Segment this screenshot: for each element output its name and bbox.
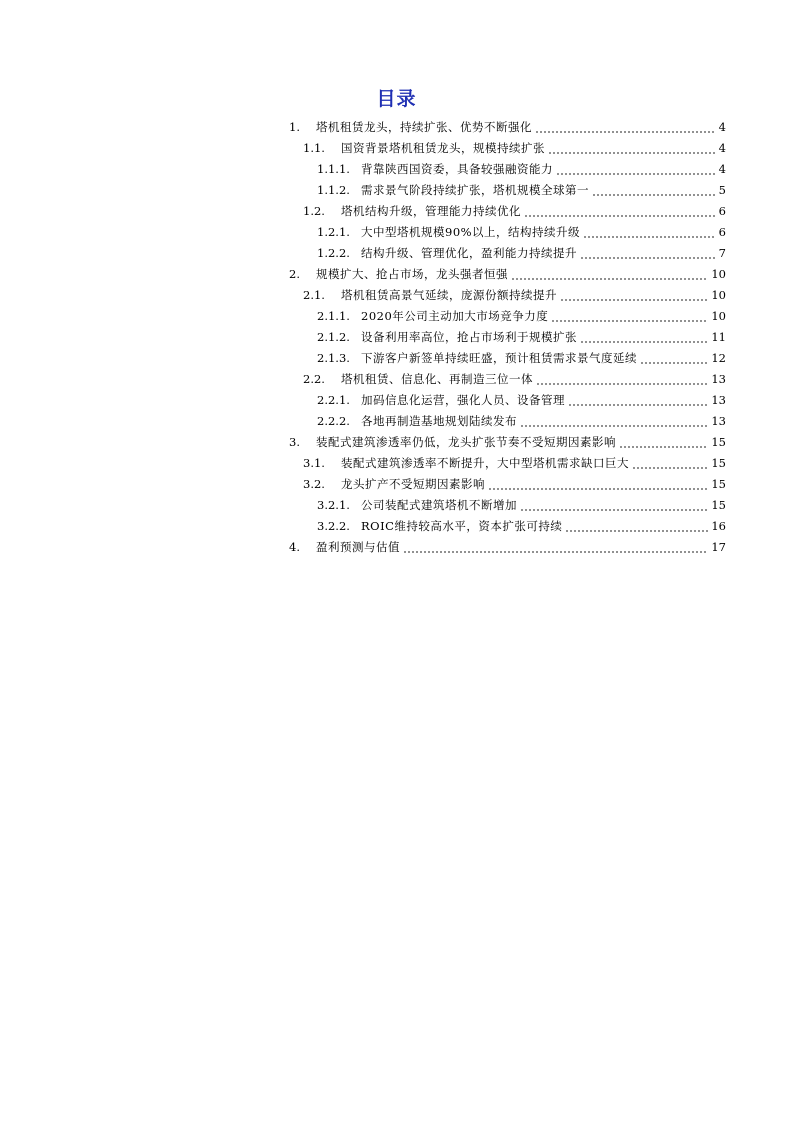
toc-entry-page: 10 [711,288,726,302]
toc-entry-page: 6 [718,225,726,239]
toc-entry-page: 17 [711,540,726,554]
toc-entry-page: 11 [711,330,726,344]
toc-entry[interactable] [289,243,726,264]
toc-leader-dots [548,138,715,159]
toc-entry-page: 7 [718,246,726,260]
toc-leader-dots [524,201,715,222]
toc-entry-number: 1.1. [303,141,325,155]
toc-entry-text: 背靠陕西国资委，具备较强融资能力 [361,162,553,176]
toc-leader-dots [551,306,708,327]
toc-entry-number: 1. [289,120,300,134]
toc-entry[interactable] [289,453,726,474]
toc-entry-text: 塔机租赁龙头，持续扩张、优势不断强化 [316,120,532,134]
toc-leader-dots [520,411,708,432]
toc-entry[interactable] [289,285,726,306]
toc-leader-dots [560,285,708,306]
toc-entry[interactable] [289,390,726,411]
toc-entry[interactable] [289,327,726,348]
toc-entry-number: 1.2.2. [317,246,350,260]
toc-leader-dots [632,453,708,474]
toc-entry-number: 3. [289,435,300,449]
toc-entry-page: 4 [718,162,726,176]
toc-leader-dots [520,495,708,516]
toc-entry-number: 3.2.2. [317,519,350,533]
toc-leader-dots [565,516,708,537]
toc-entry-number: 4. [289,540,300,554]
toc-leader-dots [511,264,708,285]
toc-entry[interactable] [289,138,726,159]
toc-leader-dots [592,180,715,201]
toc-entry-text: 塔机租赁、信息化、再制造三位一体 [341,372,533,386]
toc-entry-text: 国资背景塔机租赁龙头，规模持续扩张 [341,141,545,155]
toc-entry-page: 10 [711,309,726,323]
toc-entry-number: 2. [289,267,300,281]
toc-entry[interactable] [289,537,726,558]
toc-entry-text: 规模扩大、抢占市场，龙头强者恒强 [316,267,508,281]
toc-leader-dots [488,474,708,495]
toc-entry-page: 15 [711,435,726,449]
toc-entry-page: 4 [718,141,726,155]
toc-entry[interactable] [289,369,726,390]
toc-entry-page: 5 [718,183,726,197]
toc-leader-dots [556,159,715,180]
toc-entry[interactable] [289,516,726,537]
toc-entry-text: 盈利预测与估值 [316,540,400,554]
toc-leader-dots [535,117,715,138]
toc-entry-text: ROIC维持较高水平，资本扩张可持续 [361,519,563,533]
toc-entry-number: 2.1.3. [317,351,350,365]
toc-entry-page: 16 [711,519,726,533]
table-of-contents [289,117,726,558]
toc-leader-dots [580,327,708,348]
toc-entry-number: 2.2. [303,372,325,386]
toc-entry-text: 结构升级、管理优化，盈利能力持续提升 [361,246,577,260]
toc-leader-dots [403,537,708,558]
toc-entry-number: 1.1.2. [317,183,350,197]
toc-entry-number: 3.2.1. [317,498,350,512]
toc-entry-number: 2.1.1. [317,309,350,323]
toc-entry[interactable] [289,495,726,516]
toc-leader-dots [568,390,708,411]
toc-entry[interactable] [289,201,726,222]
toc-leader-dots [536,369,708,390]
toc-entry[interactable] [289,474,726,495]
toc-entry-page: 13 [711,372,726,386]
toc-entry-number: 2.1. [303,288,325,302]
toc-entry[interactable] [289,432,726,453]
toc-entry-number: 3.1. [303,456,325,470]
toc-entry-text: 装配式建筑渗透率不断提升，大中型塔机需求缺口巨大 [341,456,629,470]
toc-entry-text: 各地再制造基地规划陆续发布 [361,414,517,428]
toc-leader-dots [580,243,715,264]
toc-entry-text: 装配式建筑渗透率仍低，龙头扩张节奏不受短期因素影响 [316,435,616,449]
toc-entry[interactable] [289,117,726,138]
toc-entry-page: 4 [718,120,726,134]
toc-entry-page: 13 [711,393,726,407]
toc-entry-number: 3.2. [303,477,325,491]
toc-entry[interactable] [289,411,726,432]
toc-entry-text: 2020年公司主动加大市场竞争力度 [361,309,549,323]
toc-leader-dots [583,222,715,243]
toc-entry-text: 公司装配式建筑塔机不断增加 [361,498,517,512]
toc-entry-text: 塔机结构升级，管理能力持续优化 [341,204,521,218]
toc-entry-page: 15 [711,477,726,491]
toc-entry-text: 龙头扩产不受短期因素影响 [341,477,485,491]
toc-entry-number: 2.1.2. [317,330,350,344]
toc-entry-number: 2.2.1. [317,393,350,407]
toc-entry-number: 2.2.2. [317,414,350,428]
toc-entry-number: 1.2.1. [317,225,350,239]
toc-entry-number: 1.1.1. [317,162,350,176]
toc-entry-text: 加码信息化运营，强化人员、设备管理 [361,393,565,407]
toc-entry-text: 设备利用率高位，抢占市场利于规模扩张 [361,330,577,344]
toc-entry-text: 塔机租赁高景气延续，庞源份额持续提升 [341,288,557,302]
toc-leader-dots [640,348,708,369]
toc-entry-page: 13 [711,414,726,428]
toc-entry-text: 下游客户新签单持续旺盛，预计租赁需求景气度延续 [361,351,637,365]
toc-entry[interactable] [289,222,726,243]
toc-entry-text: 需求景气阶段持续扩张，塔机规模全球第一 [361,183,589,197]
toc-entry[interactable] [289,348,726,369]
toc-entry[interactable] [289,159,726,180]
toc-entry-page: 15 [711,456,726,470]
toc-entry-number: 1.2. [303,204,325,218]
toc-entry-page: 6 [718,204,726,218]
toc-entry[interactable] [289,306,726,327]
toc-leader-dots [619,432,708,453]
toc-entry[interactable] [289,264,726,285]
toc-entry-page: 10 [711,267,726,281]
toc-entry-page: 12 [711,351,726,365]
toc-title: 目录 [376,88,417,110]
toc-entry-page: 15 [711,498,726,512]
toc-entry[interactable] [289,180,726,201]
toc-entry-text: 大中型塔机规模90%以上，结构持续升级 [361,225,581,239]
